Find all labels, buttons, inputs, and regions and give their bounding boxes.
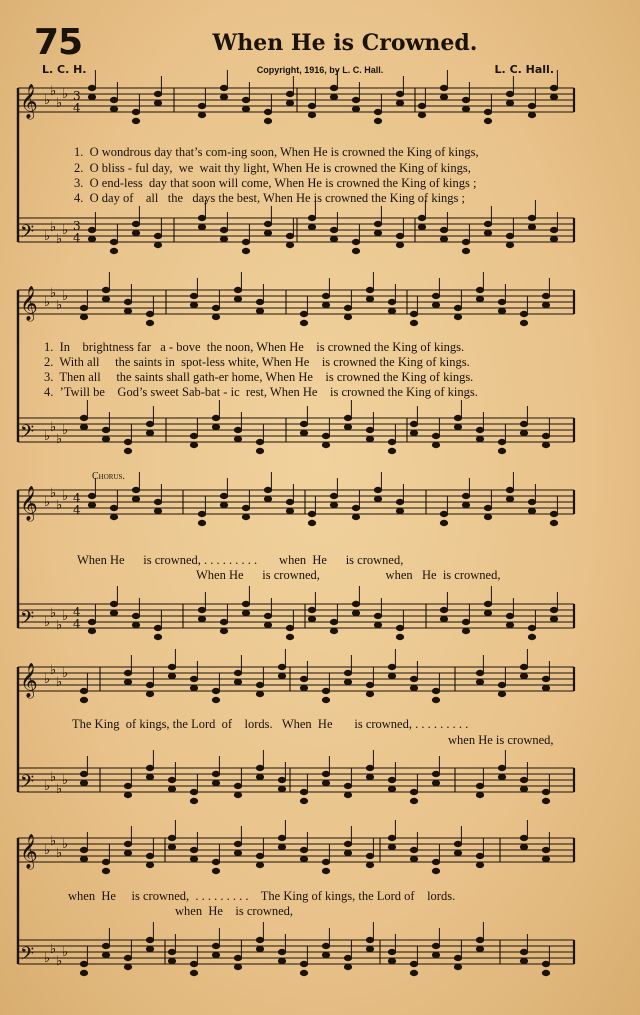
svg-text:♭: ♭ — [50, 942, 57, 957]
verse-line: 2. With all the saints in spot-less white, When He is crowned the King of kings. — [44, 355, 470, 369]
svg-text:♭: ♭ — [62, 223, 69, 238]
svg-text:♭: ♭ — [62, 423, 69, 438]
svg-text:♭: ♭ — [44, 672, 51, 687]
svg-text:♭: ♭ — [44, 951, 51, 966]
verse-line: 3. O end-less day that soon will come, When He is crowned the King of kings ; — [74, 176, 477, 190]
verse-line: 2. O bliss - ful day, we wait thy light, When He is crowned the King of kings, — [74, 161, 471, 175]
svg-text:4: 4 — [73, 503, 81, 517]
chorus-lyric: When He is crowned, . . . . . . . . . when He is crowned, — [77, 553, 404, 567]
svg-text:♭: ♭ — [44, 93, 51, 108]
svg-text:♭: ♭ — [44, 615, 51, 630]
hymn-title: When He is Crowned. — [212, 30, 478, 56]
svg-text:♭: ♭ — [44, 495, 51, 510]
svg-text:4: 4 — [73, 605, 81, 619]
svg-text:𝄞: 𝄞 — [20, 286, 38, 321]
svg-text:♭: ♭ — [50, 84, 57, 99]
svg-text:♭: ♭ — [50, 770, 57, 785]
svg-text:♭: ♭ — [56, 96, 63, 111]
chorus-lyric: when He is crowned, — [448, 733, 554, 747]
svg-text:4: 4 — [73, 617, 81, 631]
svg-text:𝄢: 𝄢 — [20, 422, 35, 447]
svg-text:4: 4 — [73, 231, 81, 245]
verse-line: 1. O wondrous day that’s com-ing soon, When He is crowned the King of kings, — [74, 145, 479, 159]
svg-text:♭: ♭ — [56, 432, 63, 447]
svg-text:𝄢: 𝄢 — [20, 608, 35, 633]
chorus-lyric: when He is crowned, — [175, 904, 294, 918]
svg-text:♭: ♭ — [44, 429, 51, 444]
svg-text:♭: ♭ — [50, 834, 57, 849]
svg-text:4: 4 — [73, 491, 81, 505]
svg-text:𝄞: 𝄞 — [20, 84, 38, 119]
svg-text:♭: ♭ — [50, 220, 57, 235]
svg-text:𝄞: 𝄞 — [20, 486, 38, 521]
verse-line: 4. ’Twill be God’s sweet Sab-bat - ic rest, When He is crowned the King of kings. — [44, 385, 478, 399]
svg-text:𝄞: 𝄞 — [20, 834, 38, 869]
verse-line: 4. O day of all the days the best, When He is crowned the King of kings ; — [74, 191, 466, 205]
svg-text:♭: ♭ — [50, 286, 57, 301]
svg-text:♭: ♭ — [56, 298, 63, 313]
svg-text:♭: ♭ — [56, 498, 63, 513]
svg-text:♭: ♭ — [44, 229, 51, 244]
svg-text:♭: ♭ — [62, 666, 69, 681]
svg-text:♭: ♭ — [62, 837, 69, 852]
copyright-notice: Copyright, 1916, by L. C. Hall. — [256, 65, 384, 75]
svg-text:4: 4 — [73, 101, 81, 115]
verse-line: 3. Then all the saints shall gath-er home, When He is crowned the King of kings. — [44, 370, 474, 384]
chorus-label: Chorus. — [92, 471, 125, 482]
svg-text:♭: ♭ — [44, 779, 51, 794]
svg-text:♭: ♭ — [50, 606, 57, 621]
svg-text:3: 3 — [73, 89, 81, 103]
svg-text:♭: ♭ — [56, 846, 63, 861]
svg-text:♭: ♭ — [50, 663, 57, 678]
svg-text:♭: ♭ — [62, 289, 69, 304]
svg-text:𝄢: 𝄢 — [20, 944, 35, 969]
composer-credit: L. C. Hall. — [494, 63, 554, 76]
svg-text:♭: ♭ — [62, 87, 69, 102]
svg-text:𝄞: 𝄞 — [20, 663, 38, 698]
lyricist-credit: L. C. H. — [42, 63, 87, 76]
svg-text:3: 3 — [73, 219, 81, 233]
svg-text:♭: ♭ — [56, 232, 63, 247]
svg-text:♭: ♭ — [50, 420, 57, 435]
svg-text:𝄢: 𝄢 — [20, 222, 35, 247]
chorus-lyric: when He is crowned, . . . . . . . . . The King of kings, the Lord of lords. — [68, 889, 456, 903]
svg-text:♭: ♭ — [62, 945, 69, 960]
svg-text:♭: ♭ — [56, 618, 63, 633]
verse-line: 1. In brightness far a - bove the noon, When He is crowned the King of kings. — [44, 340, 465, 354]
svg-text:♭: ♭ — [62, 773, 69, 788]
svg-text:𝄢: 𝄢 — [20, 772, 35, 797]
svg-text:♭: ♭ — [62, 489, 69, 504]
svg-text:♭: ♭ — [56, 675, 63, 690]
chorus-lyric: When He is crowned, when He is crowned, — [196, 568, 501, 582]
svg-text:♭: ♭ — [44, 295, 51, 310]
svg-text:♭: ♭ — [44, 843, 51, 858]
chorus-lyric: The King of kings, the Lord of lords. When He is crowned, . . . . . . . . . — [72, 717, 469, 731]
svg-text:♭: ♭ — [56, 782, 63, 797]
svg-text:♭: ♭ — [50, 486, 57, 501]
svg-text:♭: ♭ — [56, 954, 63, 969]
hymn-number: 75 — [34, 22, 83, 63]
svg-text:♭: ♭ — [62, 609, 69, 624]
